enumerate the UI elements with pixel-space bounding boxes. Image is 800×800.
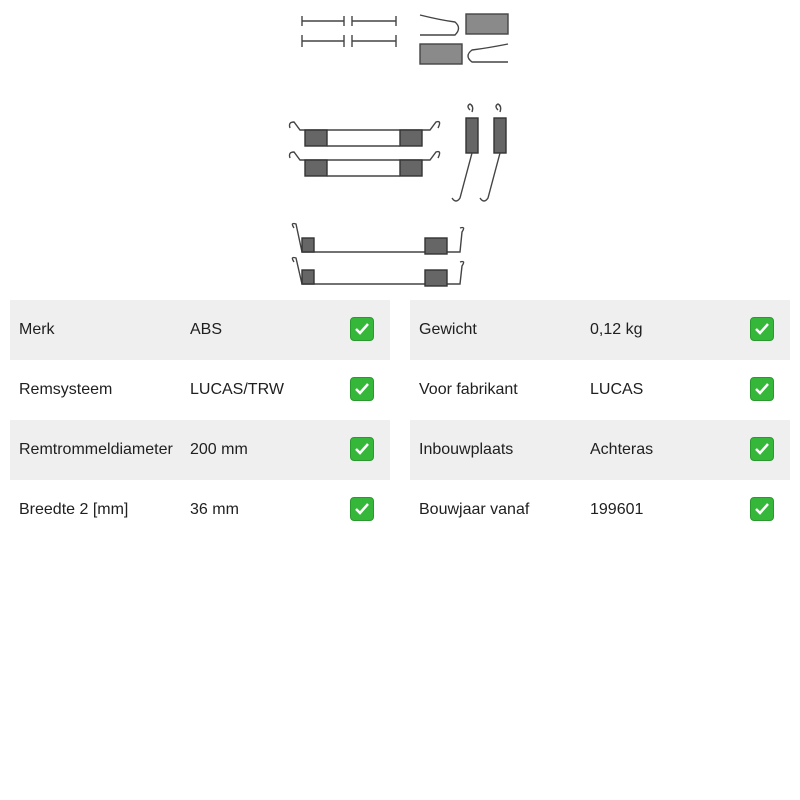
spec-value: Achteras <box>590 441 654 458</box>
check-mark-icon <box>750 377 774 401</box>
spec-label: Merk <box>19 321 55 338</box>
spec-row <box>410 480 790 540</box>
check-mark-icon <box>750 317 774 341</box>
spring-icon <box>290 122 440 176</box>
spec-row <box>410 360 790 420</box>
check-mark-icon <box>350 497 374 521</box>
spec-row <box>10 360 390 420</box>
product-image <box>280 0 520 295</box>
spec-label: Gewicht <box>419 321 477 338</box>
spec-value: 200 mm <box>190 441 248 458</box>
spec-label: Bouwjaar vanaf <box>419 501 530 518</box>
spec-table-left <box>10 300 390 540</box>
spec-label: Remsysteem <box>19 381 113 398</box>
spec-row <box>10 420 390 480</box>
check-mark-icon <box>350 317 374 341</box>
spec-row <box>410 420 790 480</box>
spec-value: 0,12 kg <box>590 321 643 338</box>
check-mark-icon <box>350 437 374 461</box>
spec-value: 36 mm <box>190 501 239 518</box>
spec-value: ABS <box>190 321 223 338</box>
long-spring-icon <box>292 224 463 287</box>
spec-value: 199601 <box>590 501 644 518</box>
clip-icon <box>420 14 508 64</box>
spec-label: Remtrommeldiameter <box>19 441 173 458</box>
spec-value: LUCAS/TRW <box>190 381 284 398</box>
check-mark-icon <box>350 377 374 401</box>
spec-row <box>10 480 390 540</box>
spec-label: Breedte 2 [mm] <box>19 501 129 518</box>
spec-row <box>10 300 390 360</box>
spec-label: Inbouwplaats <box>419 441 514 458</box>
spec-table-right <box>410 300 790 540</box>
spec-value: LUCAS <box>590 381 644 398</box>
check-mark-icon <box>750 437 774 461</box>
spec-label: Voor fabrikant <box>419 381 518 398</box>
check-mark-icon <box>750 497 774 521</box>
vertical-spring-icon <box>452 104 506 201</box>
spec-row <box>410 300 790 360</box>
pin-icon <box>302 16 396 47</box>
